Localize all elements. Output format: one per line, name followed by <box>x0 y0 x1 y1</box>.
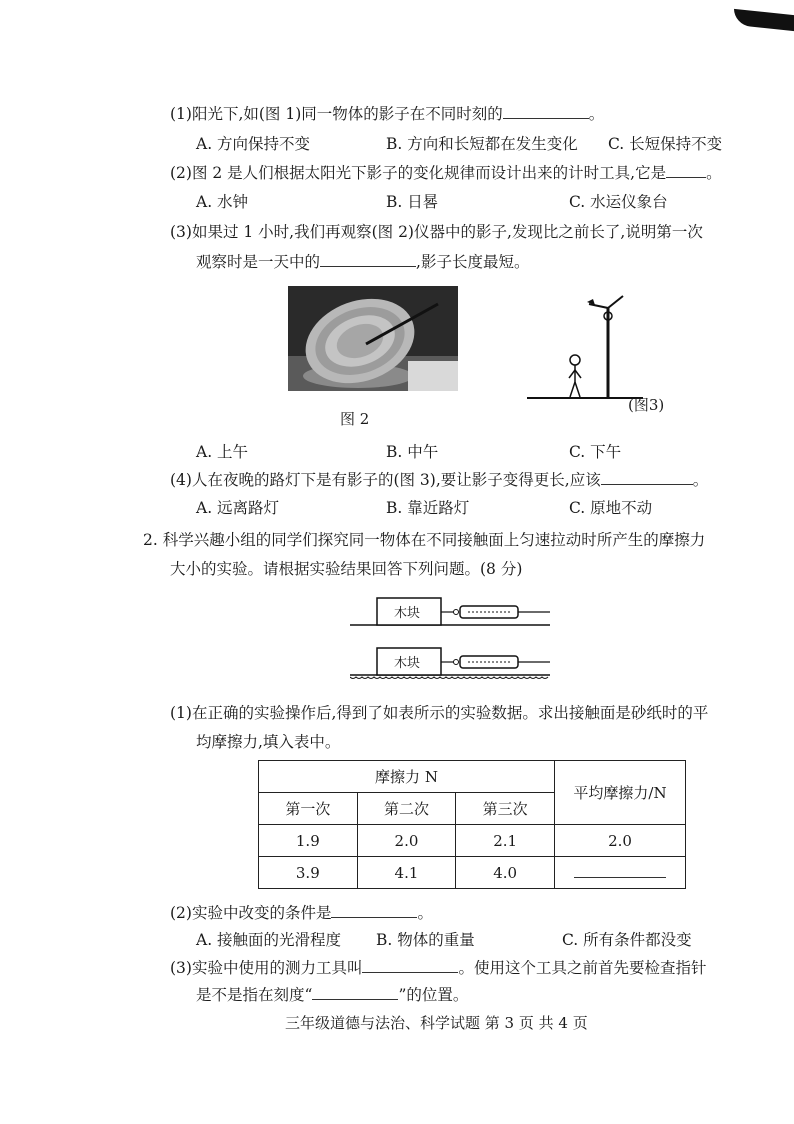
option-a[interactable]: A. 远离路灯 <box>196 499 280 517</box>
friction-data-table <box>258 760 686 889</box>
table-cell: 3.9 <box>259 857 358 889</box>
option-a[interactable]: A. 方向保持不变 <box>196 135 311 153</box>
average-answer-cell[interactable] <box>555 857 686 889</box>
table-cell: 1.9 <box>259 825 358 857</box>
question-1-3-line2: 观察时是一天中的 ,影子长度最短。 <box>196 253 530 271</box>
option-a[interactable]: A. 上午 <box>196 443 249 461</box>
question-2-3-line1: (3)实验中使用的测力工具叫 。使用这个工具之前首先要检查指针 <box>170 959 707 977</box>
option-b[interactable]: B. 物体的重量 <box>376 931 475 949</box>
wood-block-label: 木块 <box>394 656 421 671</box>
friction-group-header: 摩擦力 N <box>259 761 555 793</box>
table-row <box>259 857 686 889</box>
question-2-2: (2)实验中改变的条件是 。 <box>170 904 433 922</box>
option-c[interactable]: C. 长短保持不变 <box>608 135 723 153</box>
street-lamp-figure <box>525 290 645 405</box>
table-cell: 4.0 <box>456 857 555 889</box>
sundial-image <box>288 286 458 391</box>
question-2-3-line2: 是不是指在刻度“ ”的位置。 <box>196 986 469 1004</box>
option-b[interactable]: B. 靠近路灯 <box>386 499 470 517</box>
option-c[interactable]: C. 水运仪象台 <box>569 193 668 211</box>
answer-blank-1-4[interactable] <box>601 470 693 485</box>
figure-3-caption: (图3) <box>628 396 665 414</box>
table-row <box>259 825 686 857</box>
smooth-surface-drawing <box>350 596 550 636</box>
answer-blank-2-3a[interactable] <box>362 958 458 973</box>
table-cell: 2.0 <box>357 825 456 857</box>
option-b[interactable]: B. 日晷 <box>386 193 439 211</box>
question-2-intro-line2: 大小的实验。请根据实验结果回答下列问题。(8 分) <box>170 560 523 578</box>
wood-block-label: 木块 <box>394 606 421 621</box>
question-1-3-line1: (3)如果过 1 小时,我们再观察(图 2)仪器中的影子,发现比之前长了,说明第一次 <box>170 223 703 241</box>
option-c[interactable]: C. 原地不动 <box>569 499 653 517</box>
option-c[interactable]: C. 所有条件都没变 <box>562 931 692 949</box>
question-2-intro-line1: 2. 科学兴趣小组的同学们探究同一物体在不同接触面上匀速拉动时所产生的摩擦力 <box>143 531 706 549</box>
column-header-trial-3: 第三次 <box>456 793 555 825</box>
answer-blank-2-3b[interactable] <box>312 985 398 1000</box>
question-1-2: (2)图 2 是人们根据太阳光下影子的变化规律而设计出来的计时工具,它是 。 <box>170 164 722 182</box>
answer-blank-average[interactable] <box>574 863 666 878</box>
table-cell: 2.1 <box>456 825 555 857</box>
question-2-1-line2: 均摩擦力,填入表中。 <box>196 733 341 751</box>
option-a[interactable]: A. 接触面的光滑程度 <box>196 931 342 949</box>
average-friction-header: 平均摩擦力/N <box>555 761 686 825</box>
question-1-4: (4)人在夜晚的路灯下是有影子的(图 3),要让影子变得更长,应该 。 <box>170 471 709 489</box>
option-a[interactable]: A. 水钟 <box>196 193 249 211</box>
experiment-sandpaper-surface <box>350 646 550 686</box>
question-2-1-line1: (1)在正确的实验操作后,得到了如表所示的实验数据。求出接触面是砂纸时的平 <box>170 704 709 722</box>
table-cell: 2.0 <box>555 825 686 857</box>
option-b[interactable]: B. 方向和长短都在发生变化 <box>386 135 578 153</box>
answer-blank-1-3[interactable] <box>320 252 416 267</box>
answer-blank-1-1[interactable] <box>503 104 589 119</box>
figure-2-caption: 图 2 <box>340 410 370 428</box>
answer-blank-2-2[interactable] <box>331 903 417 918</box>
column-header-trial-1: 第一次 <box>259 793 358 825</box>
experiment-smooth-surface <box>350 596 550 636</box>
page-corner-mark <box>734 9 794 31</box>
page-footer: 三年级道德与法治、科学试题 第 3 页 共 4 页 <box>285 1014 588 1032</box>
sandpaper-surface-drawing <box>350 646 550 686</box>
option-c[interactable]: C. 下午 <box>569 443 622 461</box>
question-1-1: (1)阳光下,如(图 1)同一物体的影子在不同时刻的 。 <box>170 105 605 123</box>
answer-blank-1-2[interactable] <box>666 163 706 178</box>
table-cell: 4.1 <box>357 857 456 889</box>
sundial-photo <box>288 286 458 391</box>
column-header-trial-2: 第二次 <box>357 793 456 825</box>
option-b[interactable]: B. 中午 <box>386 443 439 461</box>
